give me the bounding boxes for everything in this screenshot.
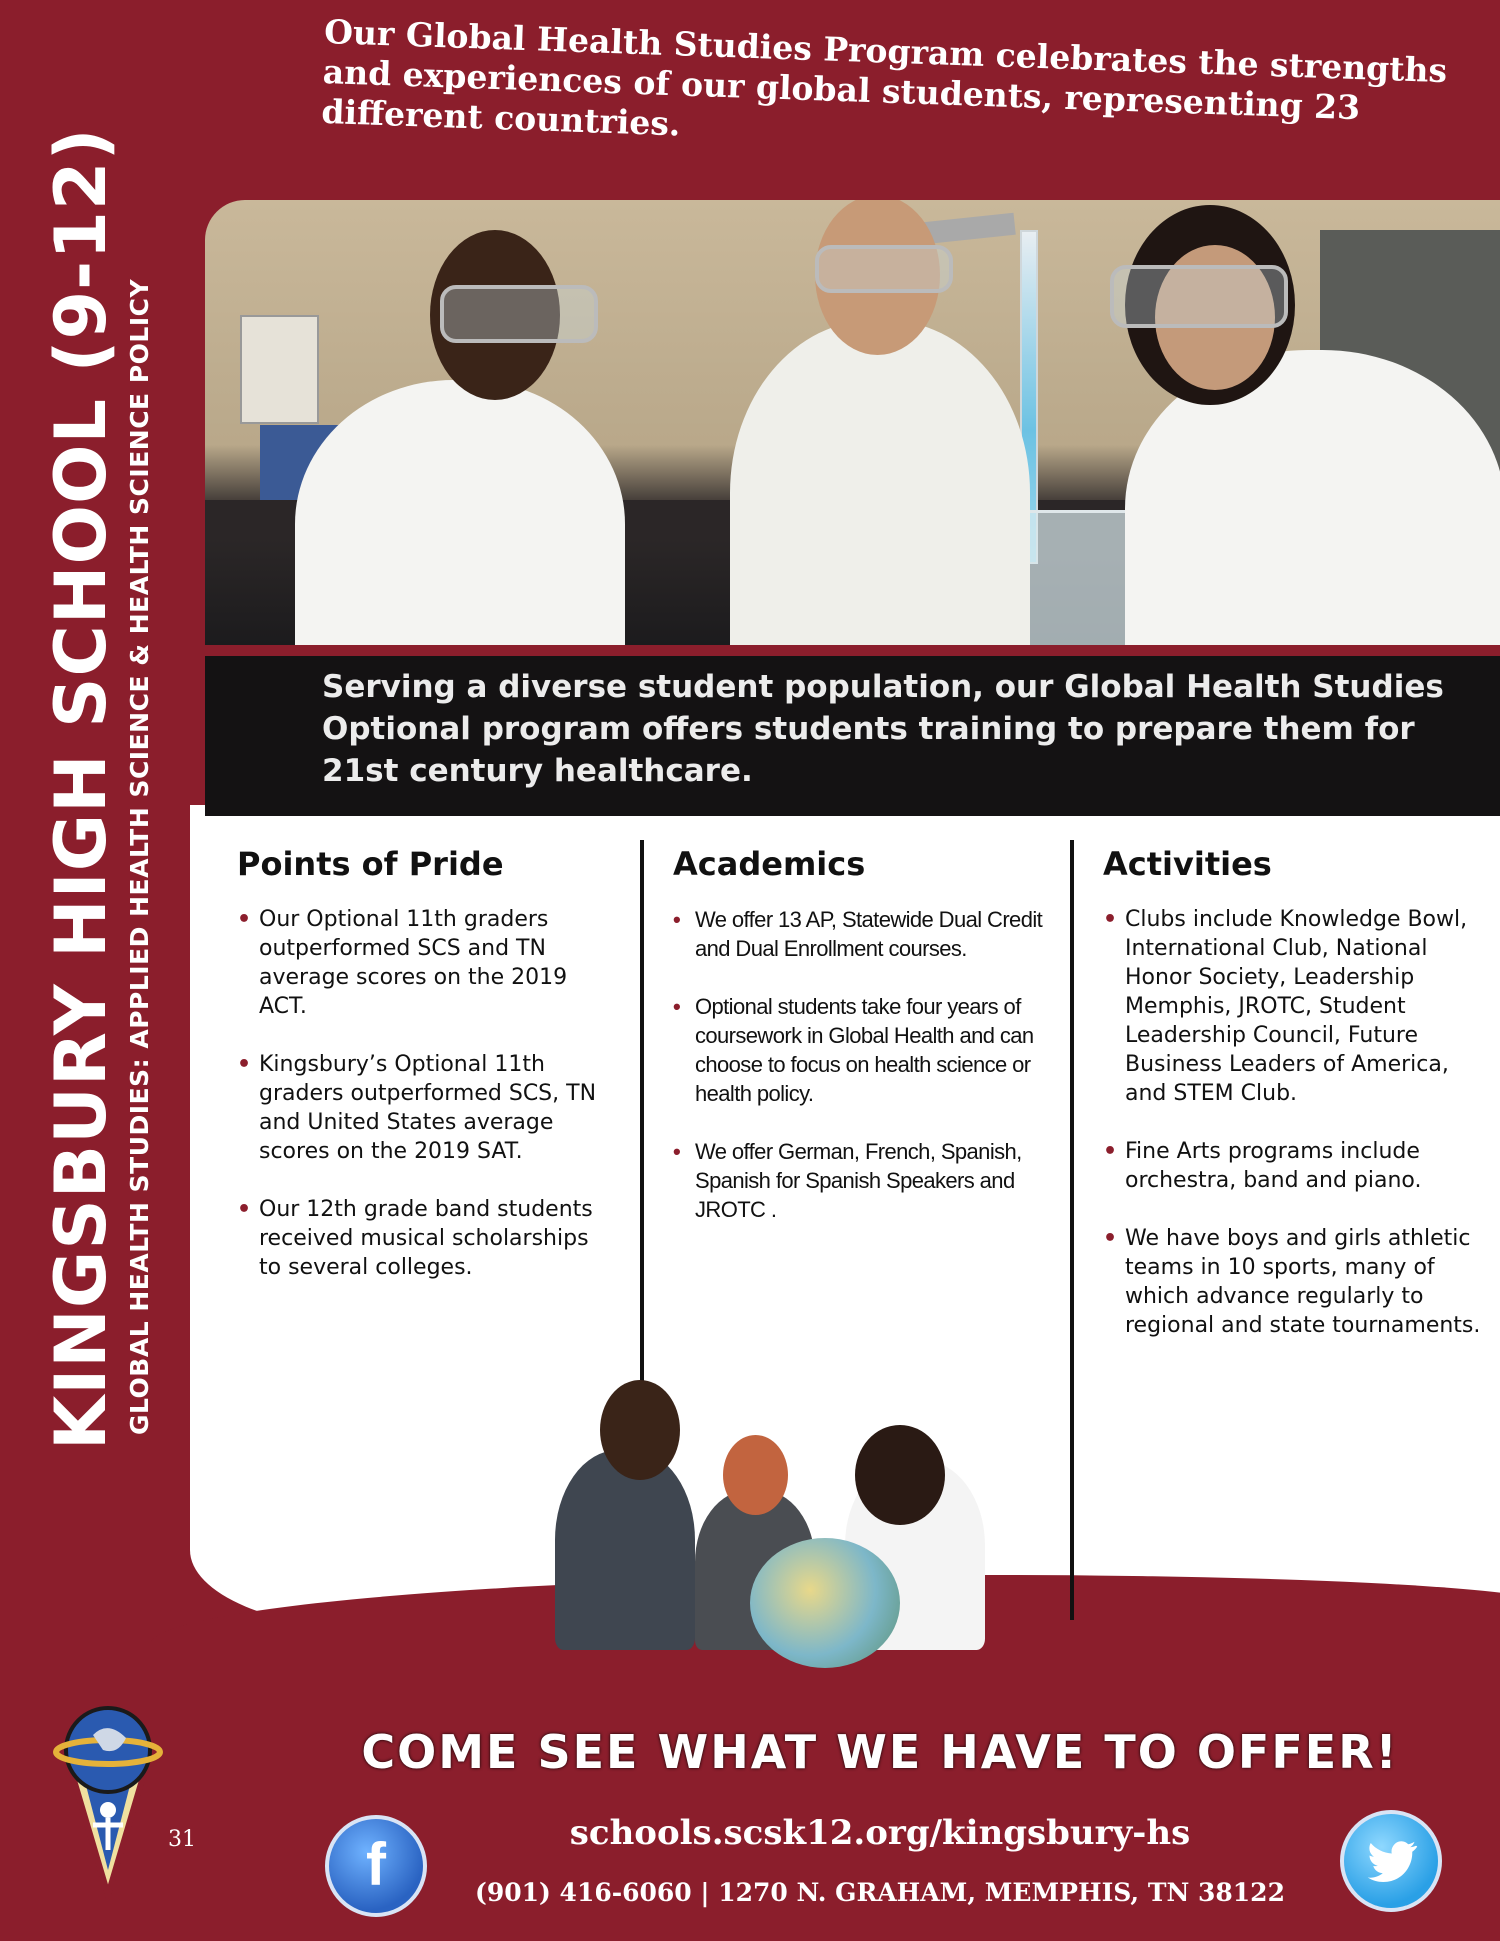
students-globe-photo	[555, 1380, 985, 1650]
twitter-bird-glyph	[1361, 1831, 1421, 1891]
globe	[750, 1538, 900, 1668]
list-item: • We offer German, French, Spanish, Spanish for Spanish Speakers and JROTC .	[673, 1137, 1053, 1224]
list-item: • Fine Arts programs include orchestra, band and piano.	[1103, 1137, 1483, 1195]
list-item: • We have boys and girls athletic teams in 10 sports, many of which advance regularly to regional and state tournaments.	[1103, 1224, 1483, 1340]
bullet-list	[237, 905, 617, 1282]
student-left-goggles	[440, 285, 598, 343]
student-girl-middle-head	[723, 1435, 788, 1515]
list-item: • We offer 13 AP, Statewide Dual Credit and Dual Enrollment courses.	[673, 905, 1053, 963]
school-name: KINGSBURY HIGH SCHOOL (9-12)	[40, 127, 122, 1450]
activities-column	[1103, 845, 1483, 1369]
periodic-table-poster	[240, 315, 319, 424]
column-title: Activities	[1103, 845, 1272, 883]
list-item: • Our 12th grade band students received musical scholarships to several colleges.	[237, 1195, 617, 1282]
intro-text: Our Global Health Studies Program celebrates the strengths and experiences of our global students, representing 23 different countries.	[320, 12, 1448, 144]
list-item: • Optional students take four years of coursework in Global Health and can choose to focus on health science or health policy.	[673, 992, 1053, 1108]
academics-column	[673, 845, 1053, 1253]
facebook-icon[interactable]: f	[325, 1815, 427, 1917]
program-subtitle: GLOBAL HEALTH STUDIES: APPLIED HEALTH SCIENCE & HEALTH SCIENCE POLICY	[125, 278, 154, 1435]
call-to-action: COME SEE WHAT WE HAVE TO OFFER!	[361, 1725, 1399, 1779]
lab-photo	[205, 200, 1500, 645]
column-divider	[1070, 840, 1074, 1620]
student-girl-right-head	[855, 1425, 945, 1525]
page-number: 31	[168, 1827, 196, 1852]
bullet-list	[673, 905, 1053, 1224]
student-right-goggles	[1110, 265, 1288, 328]
school-logo-icon	[48, 1700, 168, 1900]
column-title: Points of Pride	[237, 845, 504, 883]
website-link[interactable]: schools.scsk12.org/kingsbury-hs	[569, 1813, 1191, 1853]
student-middle	[730, 320, 1030, 645]
contact-address: (901) 416-6060 | 1270 N. GRAHAM, MEMPHIS, TN 38122	[475, 1878, 1285, 1907]
twitter-icon[interactable]	[1340, 1810, 1442, 1912]
list-item: • Clubs include Knowledge Bowl, International Club, National Honor Society, Leadership Memphis, JROTC, Student Leadership Council, Future Business Leaders of America, and STEM Club.	[1103, 905, 1483, 1108]
bullet-list	[1103, 905, 1483, 1340]
column-title: Academics	[673, 845, 866, 883]
student-boy	[555, 1450, 695, 1650]
points-of-pride-column	[237, 845, 617, 1311]
list-item: • Our Optional 11th graders outperformed SCS and TN average scores on the 2019 ACT.	[237, 905, 617, 1021]
student-boy-head	[600, 1380, 680, 1480]
list-item: • Kingsbury’s Optional 11th graders outperformed SCS, TN and United States average scores on the 2019 SAT.	[237, 1050, 617, 1166]
student-left	[295, 380, 625, 645]
statement-text: Serving a diverse student population, our Global Health Studies Optional program offers students training to prepare them for 21st century healthcare.	[322, 669, 1444, 789]
student-middle-goggles	[815, 245, 953, 293]
